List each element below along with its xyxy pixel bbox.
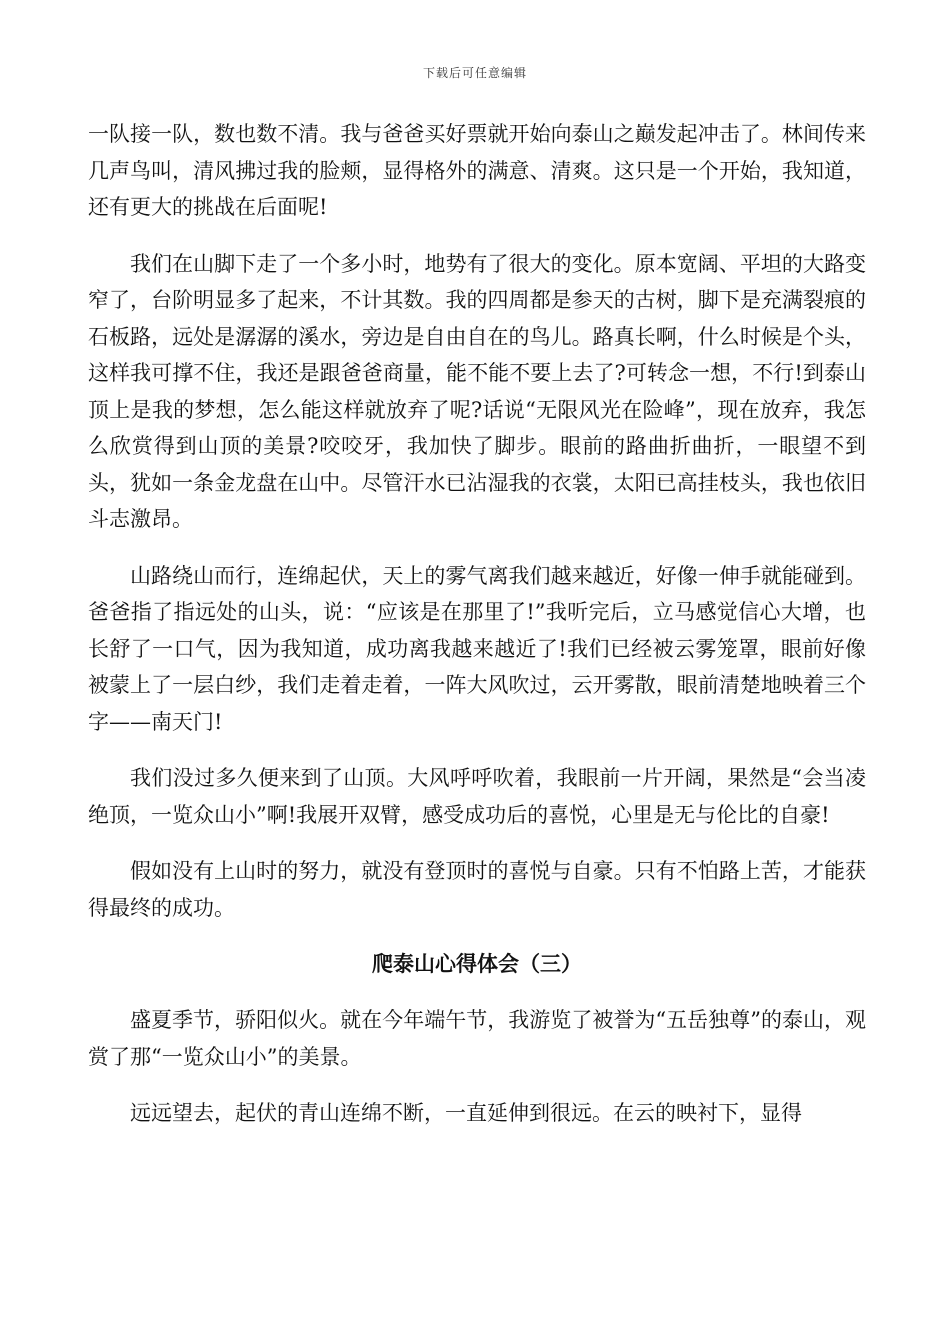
paragraph-6: 盛夏季节，骄阳似火。就在今年端午节，我游览了被誉为“五岳独尊”的泰山，观赏了那“一览众山小”的美景。	[88, 1008, 866, 1069]
paragraph-2: 我们在山脚下走了一个多小时，地势有了很大的变化。原本宽阔、平坦的大路变窄了，台阶明显多了起来，不计其数。我的四周都是参天的古树，脚下是充满裂痕的石板路，远处是潺潺的溪水，旁边是自由自在的鸟儿。路真长啊，什么时候是个头，这样我可撑不住，我还是跟爸爸商量，能不能不要上去了?可转念一想，不行!到泰山顶上是我的梦想，怎么能这样就放弃了呢?话说“无限风光在险峰”，现在放弃，我怎么欣赏得到山顶的美景?咬咬牙，我加快了脚步。眼前的路曲折曲折，一眼望不到头，犹如一条金龙盘在山中。尽管汗水已沾湿我的衣裳，太阳已高挂枝头，我也依旧斗志激昂。	[88, 251, 866, 531]
paragraph-1: 一队接一队，数也数不清。我与爸爸买好票就开始向泰山之巅发起冲击了。林间传来几声鸟叫，清风拂过我的脸颊，显得格外的满意、清爽。这只是一个开始，我知道，还有更大的挑战在后面呢!	[88, 122, 866, 219]
paragraph-7: 远远望去，起伏的青山连绵不断，一直延伸到很远。在云的映衬下，显得	[130, 1101, 802, 1125]
page-header: 下载后可任意编辑	[422, 66, 527, 80]
paragraph-4: 我们没过多久便来到了山顶。大风呼呼吹着，我眼前一片开阔，果然是“会当凌绝顶，一览众山小”啊!我展开双臂，感受成功后的喜悦，心里是无与伦比的自豪!	[88, 766, 866, 827]
section-title: 爬泰山心得体会（三）	[372, 952, 582, 976]
document-body	[88, 116, 866, 1152]
paragraph-5: 假如没有上山时的努力，就没有登顶时的喜悦与自豪。只有不怕路上苦，才能获得最终的成功。	[88, 859, 866, 920]
paragraph-3: 山路绕山而行，连绵起伏，天上的雾气离我们越来越近，好像一伸手就能碰到。爸爸指了指远处的山头，说：“应该是在那里了!”我听完后，立马感觉信心大增，也长舒了一口气，因为我知道，成功离我越来越近了!我们已经被云雾笼罩，眼前好像被蒙上了一层白纱，我们走着走着，一阵大风吹过，云开雾散，眼前清楚地映着三个字——南天门!	[88, 563, 866, 734]
